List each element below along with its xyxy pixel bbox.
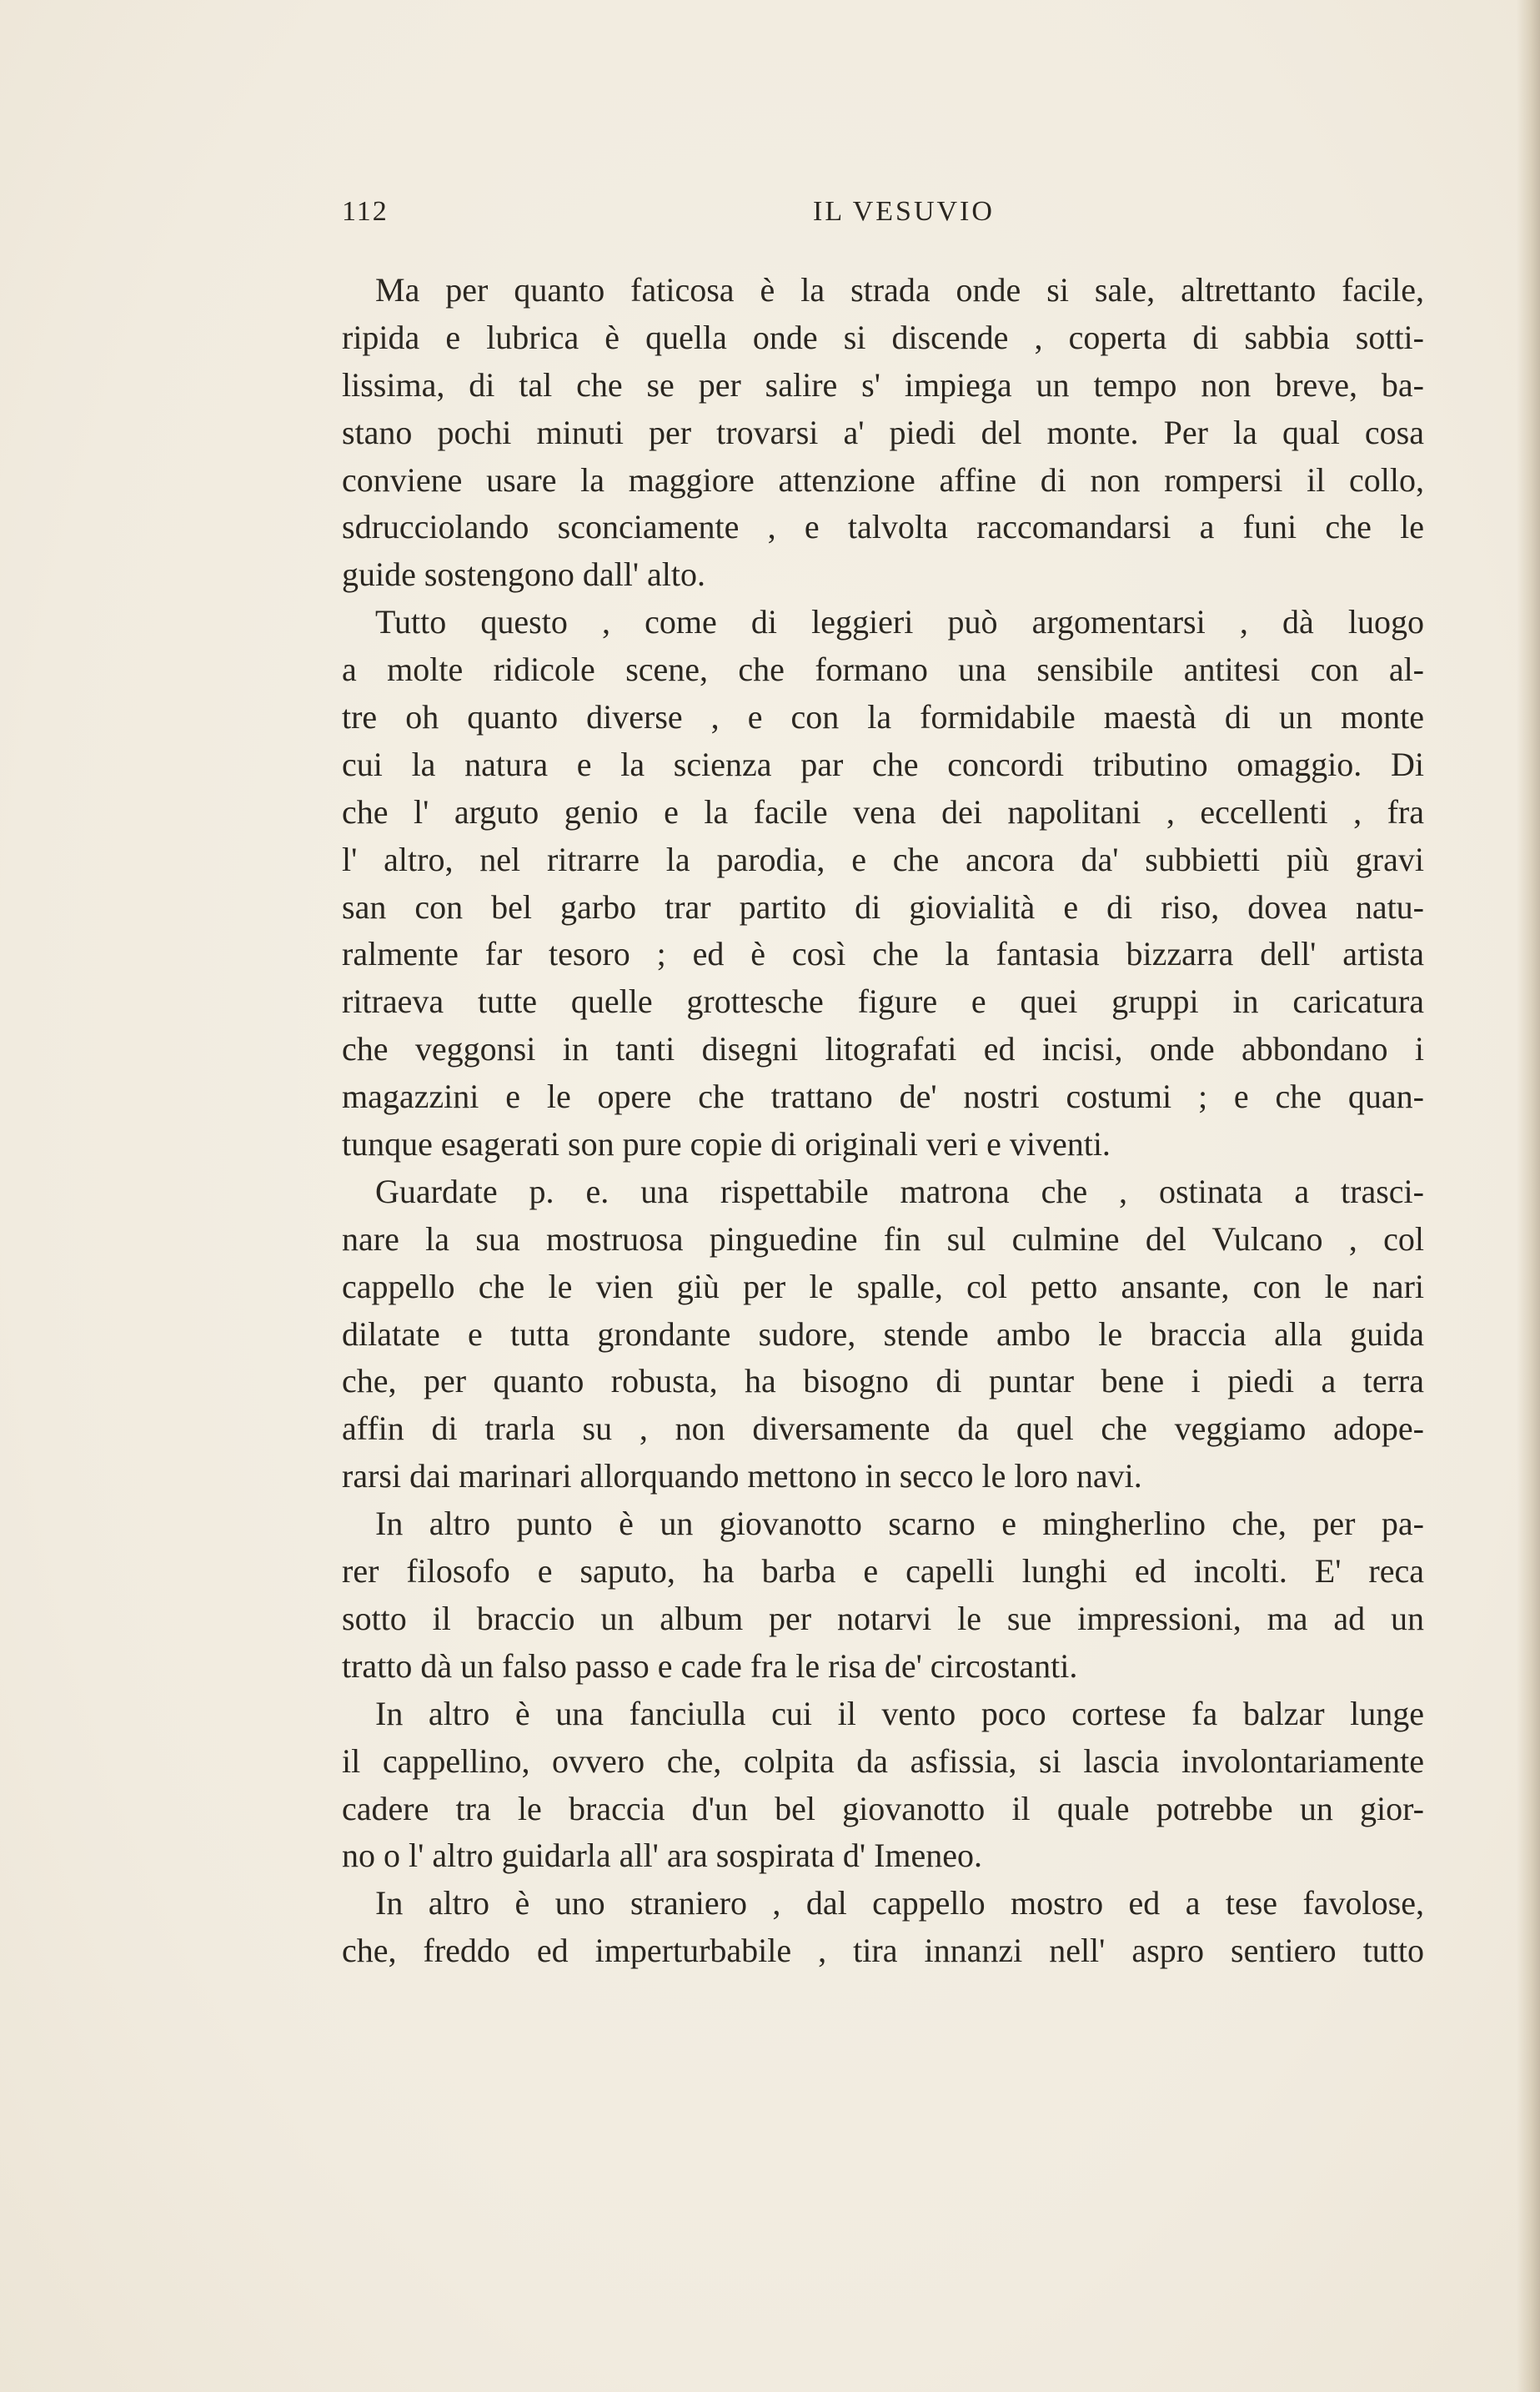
text-line: sotto il braccio un album per notarvi le sue impressioni, ma ad un (342, 1599, 1424, 1637)
text-line: no o l' altro guidarla all' ara sospirata d' Imeneo. (342, 1837, 983, 1875)
text-line: ripida e lubrica è quella onde si discende , coperta di sabbia sotti- (342, 318, 1424, 356)
text-line: tratto dà un falso passo e cade fra le risa de' circostanti. (342, 1646, 1078, 1685)
text-line: sdrucciolando sconciamente , e talvolta raccomandarsi a funi che le (342, 508, 1424, 546)
text-line: stano pochi minuti per trovarsi a' piedi del monte. Per la qual cosa (342, 413, 1424, 451)
text-line: che l' arguto genio e la facile vena dei napolitani , eccellenti , fra (342, 792, 1424, 831)
running-title: IL VESUVIO (813, 196, 995, 227)
text-line: In altro è uno straniero , dal cappello mostro ed a tese favolose, (375, 1884, 1424, 1922)
text-line: affin di trarla su , non diversamente da quel che veggiamo adope- (342, 1410, 1424, 1448)
page-edge-shadow (1517, 0, 1540, 2392)
text-line: In altro è una fanciulla cui il vento poco cortese fa balzar lunge (375, 1694, 1424, 1732)
text-line: Guardate p. e. una rispettabile matrona che , ostinata a trasci- (375, 1172, 1424, 1210)
text-line: lissima, di tal che se per salire s' impiega un tempo non breve, ba- (342, 365, 1424, 404)
text-line: rer filosofo e saputo, ha barba e capelli lunghi ed incolti. E' reca (342, 1552, 1424, 1590)
text-line: che, freddo ed imperturbabile , tira innanzi nell' aspro sentiero tutto (342, 1932, 1424, 1970)
body-text (342, 267, 1424, 1975)
text-line: tunque esagerati son pure copie di originali veri e viventi. (342, 1125, 1111, 1163)
text-line: ritraeva tutte quelle grottesche figure e quei gruppi in caricatura (342, 982, 1424, 1021)
text-line: cappello che le vien giù per le spalle, col petto ansante, con le nari (342, 1267, 1424, 1305)
text-line: san con bel garbo trar partito di giovialità e di riso, dovea natu- (342, 887, 1424, 926)
text-line: magazzini e le opere che trattano de' nostri costumi ; e che quan- (342, 1078, 1424, 1116)
text-line: tre oh quanto diverse , e con la formidabile maestà di un monte (342, 698, 1424, 736)
text-line: l' altro, nel ritrarre la parodia, e che ancora da' subbietti più gravi (342, 840, 1424, 878)
text-line: cui la natura e la scienza par che concordi tributino omaggio. Di (342, 745, 1424, 783)
text-line: a molte ridicole scene, che formano una sensibile antitesi con al- (342, 651, 1424, 689)
text-line: rarsi dai marinari allorquando mettono in secco le loro navi. (342, 1457, 1142, 1495)
text-line: Tutto questo , come di leggieri può argomentarsi , dà luogo (375, 603, 1424, 641)
page-number: 112 (342, 196, 389, 227)
text-line: nare la sua mostruosa pinguedine fin sul culmine del Vulcano , col (342, 1219, 1424, 1258)
text-line: il cappellino, ovvero che, colpita da asfissia, si lascia involontariamente (342, 1741, 1424, 1780)
text-line: dilatate e tutta grondante sudore, stende ambo le braccia alla guida (342, 1314, 1424, 1353)
text-line: Ma per quanto faticosa è la strada onde si sale, altrettanto facile, (375, 271, 1424, 309)
text-line: conviene usare la maggiore attenzione affine di non rompersi il collo, (342, 460, 1424, 499)
text-line: che veggonsi in tanti disegni litografati ed incisi, onde abbondano i (342, 1030, 1424, 1068)
text-line: In altro punto è un giovanotto scarno e mingherlino che, per pa- (375, 1505, 1424, 1543)
text-line: che, per quanto robusta, ha bisogno di puntar bene i piedi a terra (342, 1362, 1424, 1400)
text-line: cadere tra le braccia d'un bel giovanotto il quale potrebbe un gior- (342, 1789, 1424, 1827)
text-line: ralmente far tesoro ; ed è così che la fantasia bizzarra dell' artista (342, 935, 1424, 973)
running-head (342, 196, 1426, 238)
text-line: guide sostengono dall' alto. (342, 555, 706, 594)
